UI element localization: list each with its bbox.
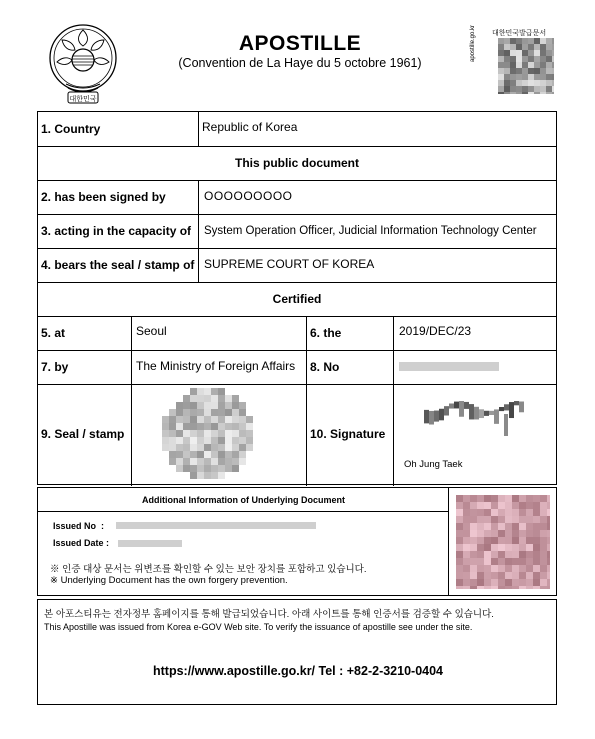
date-value: 2019/DEC/23 xyxy=(399,324,472,338)
note-english: ※ Underlying Document has the own forgery prevention. xyxy=(50,575,288,586)
capacity-value: System Operation Officer, Judicial Information Technology Center xyxy=(204,225,537,237)
footer-english-text: This Apostille was issued from Korea e-GOV Web site. To verify the issuance of apostille see under the site. xyxy=(44,622,473,632)
capacity-label: 3. acting in the capacity of xyxy=(41,224,192,238)
issued-no-label: Issued No : xyxy=(53,521,105,531)
at-value: Seoul xyxy=(136,324,167,338)
verification-code-image xyxy=(456,495,550,589)
website-and-phone: https://www.apostille.go.kr/ Tel : +82-2-3210-0404 xyxy=(152,664,444,678)
signer-name: Oh Jung Taek xyxy=(404,458,463,470)
additional-info-title: Additional Information of Underlying Document xyxy=(38,488,449,512)
qr-side-text: apostille.go.kr xyxy=(470,24,476,62)
by-value: The Ministry of Foreign Affairs xyxy=(136,359,296,373)
official-seal-stamp xyxy=(162,388,254,480)
country-value: Republic of Korea xyxy=(202,120,298,134)
certified-heading: Certified xyxy=(272,292,322,306)
seal-of-value: SUPREME COURT OF KOREA xyxy=(204,257,375,271)
seal-stamp-label: 9. Seal / stamp xyxy=(41,427,125,441)
convention-subtitle: (Convention de La Haye du 5 octobre 1961) xyxy=(178,56,422,70)
signature-label: 10. Signature xyxy=(310,427,386,441)
date-label: 6. the xyxy=(310,326,342,340)
country-label: 1. Country xyxy=(41,122,101,136)
footer-korean-text: 본 아포스티유는 전자정부 홈페이지를 통해 발급되었습니다. 아래 사이트를 통해 인증서를 검증할 수 있습니다. xyxy=(44,609,494,620)
signed-by-value: OOOOOOOOO xyxy=(204,189,293,203)
seal-of-label: 4. bears the seal / stamp of xyxy=(41,258,195,272)
redacted-issued-date xyxy=(118,540,182,547)
signature-image xyxy=(416,392,526,442)
redacted-issued-no xyxy=(116,522,316,529)
apostille-table xyxy=(37,111,557,485)
public-document-heading: This public document xyxy=(234,156,359,170)
signed-by-label: 2. has been signed by xyxy=(41,190,166,204)
additional-info-box xyxy=(37,487,557,596)
by-label: 7. by xyxy=(41,360,69,374)
qr-caption: 대한민국발급문서 xyxy=(492,30,547,37)
at-label: 5. at xyxy=(41,326,66,340)
number-label: 8. No xyxy=(310,360,340,374)
note-korean: ※ 인증 대상 문서는 위변조를 확인할 수 있는 보안 장치를 포함하고 있습니다. xyxy=(50,564,367,575)
svg-text:대한민국: 대한민국 xyxy=(69,95,97,103)
national-emblem-logo xyxy=(46,22,120,108)
redacted-number xyxy=(399,362,499,371)
document-title: APOSTILLE xyxy=(238,32,362,55)
issued-date-label: Issued Date : xyxy=(53,538,110,548)
footer-box xyxy=(37,599,557,705)
qr-code-icon xyxy=(498,38,554,94)
